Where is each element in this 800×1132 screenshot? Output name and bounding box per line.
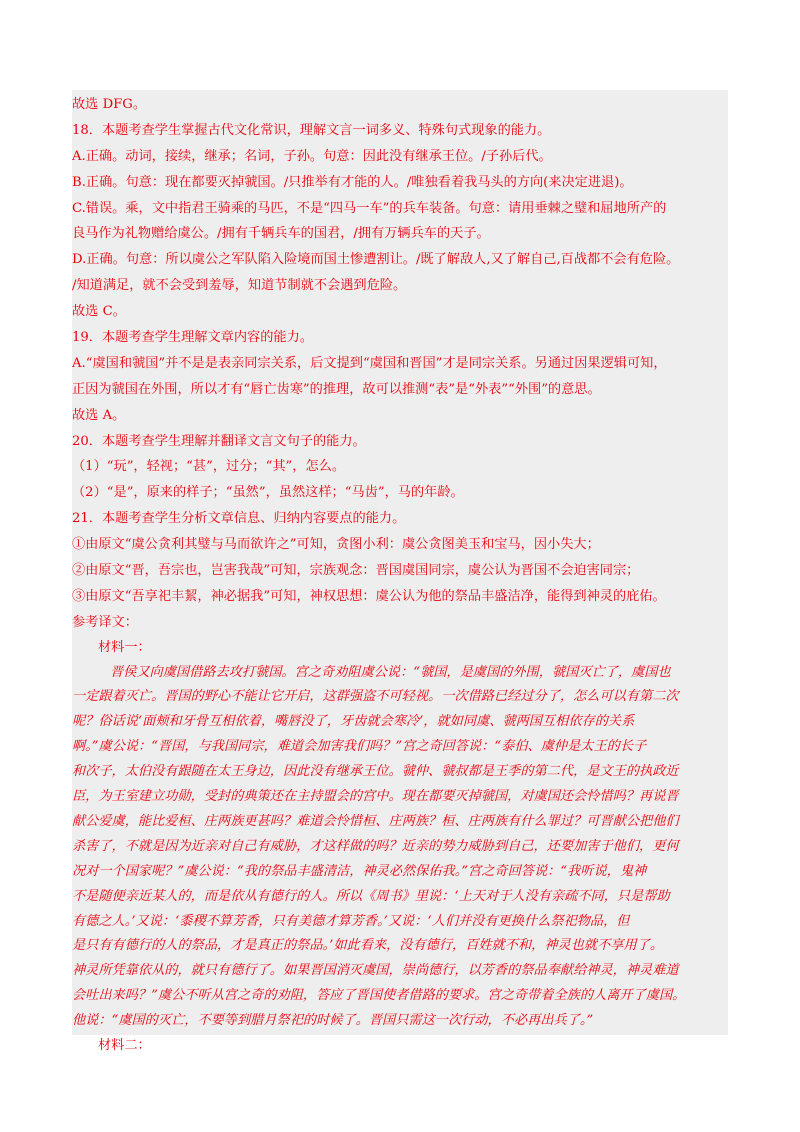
answer-document [72,92,726,1059]
text-line: A.“虞国和虢国”并不是是表亲同宗关系，后文提到“虞国和晋国”才是同宗关系。另通过因果逻辑可知， [72,355,667,371]
text-line: ②由原文“晋，吾宗也，岂害我哉”可知，宗族观念：晋国虞国同宗，虞公认为晋国不会迫害同宗； [72,563,640,579]
material-one-heading: 材料一： [98,639,151,655]
translation-line: 献公爱虞，能比爱桓、庄两族更甚吗？难道会怜惜桓、庄两族？桓、庄两族有什么罪过？可晋献公把他们 [72,813,679,829]
material-two-heading: 材料二： [98,1037,151,1053]
translation-line: 呢？俗话说‘面颊和牙骨互相依着，嘴唇没了，牙齿就会寒冷’，就如同虞、虢两国互相依存的关系 [72,714,635,730]
text-line: /知道满足，就不会受到羞辱，知道节制就不会遇到危险。 [72,278,407,294]
translation-line: 晋侯又向虞国借路去攻打虢国。宫之奇劝阻虞公说：“虢国，是虞国的外围，虢国灭亡了，虞国也 [110,664,671,680]
translation-line: 是只有有德行的人的祭品，才是真正的祭品。’如此看来，没有德行，百姓就不和，神灵也就不享用了。 [72,938,664,954]
translation-heading: 参考译文： [72,614,138,630]
translation-line: 啊。”虞公说：“晋国，与我国同宗，难道会加害我们吗？”宫之奇回答说：“泰伯、虞仲是太王的长子 [72,739,647,755]
text-line: （2）“是”，原来的样子；“虽然”，虽然这样；“马齿”，马的年龄。 [72,485,464,501]
question-heading-21: 21．本题考查学生分析文章信息、归纳内容要点的能力。 [72,511,406,527]
translation-line: 和次子，太伯没有跟随在太王身边，因此没有继承王位。虢仲、虢叔都是王季的第二代，是文王的执政近 [72,764,679,780]
text-line: D.正确。句意：所以虞公之军队陷入险境而国土惨遭割让。/既了解敌人,又了解自己,百战都不会有危险。 [72,252,680,268]
text-line: 良马作为礼物赠给虞公。/拥有千辆兵车的国君，/拥有万辆兵车的天子。 [72,226,490,242]
translation-line: 臣，为王室建立功勋，受封的典策还在主持盟会的宫中。现在都要灭掉虢国，对虞国还会怜惜吗？再说晋 [72,789,679,805]
translation-line: 有德之人。’又说：‘黍稷不算芳香，只有美德才算芳香。’又说：‘人们并没有更换什么祭祀物品，但 [72,913,630,929]
text-line: B.正确。句意：现在都要灭掉虢国。/只推举有才能的人。/唯独看着我马头的方向(来决定进退)。 [72,174,633,190]
text-line: ③由原文“吾享祀丰絜，神必据我”可知，神权思想：虞公认为他的祭品丰盛洁净，能得到神灵的庇佑。 [72,588,666,604]
text-line: 正因为虢国在外围，所以才有“唇亡齿寒”的推理，故可以推测“表”是“外表”“外围”的意思。 [72,381,601,397]
translation-line: 不是随便亲近某人的，而是依从有德行的人。所以《周书》里说：‘上天对于人没有亲疏不同，只是帮助 [72,888,670,904]
text-line: A.正确。动词，接续，继承；名词，子孙。句意：因此没有继承王位。/子孙后代。 [72,148,552,164]
translation-line: 会吐出来吗？”虞公不听从宫之奇的劝阻，答应了晋国使者借路的要求。宫之奇带着全族的人离开了虞国。 [72,988,686,1004]
question-heading-20: 20．本题考查学生理解并翻译文言文句子的能力。 [72,433,366,449]
question-heading-19: 19．本题考查学生理解文章内容的能力。 [72,330,313,346]
text-line: ①由原文“虞公贪利其璧与马而欲许之”可知，贪图小利：虞公贪图美玉和宝马，因小失大； [72,537,600,553]
translation-line: 他说：“虞国的灭亡，不要等到腊月祭祀的时候了。晋国只需这一次行动，不必再出兵了。” [72,1013,594,1029]
translation-line: 杀害了，不就是因为近亲对自己有威胁，才这样做的吗？近亲的势力威胁到自己，还要加害于他们，更何 [72,838,679,854]
text-line: C.错误。乘，文中指君王骑乘的马匹，不是“四马一车”的兵车装备。句意：请用垂棘之璧和屈地所产的 [72,200,667,216]
translation-line: 神灵所凭靠依从的，就只有德行了。如果晋国消灭虞国，崇尚德行，以芳香的祭品奉献给神灵，神灵难道 [72,963,679,979]
text-line: 故选 C。 [72,304,126,320]
question-heading-18: 18．本题考查学生掌握古代文化常识，理解文言一词多义、特殊句式现象的能力。 [72,122,551,138]
translation-line: 况对一个国家呢？”虞公说：“我的祭品丰盛清洁，神灵必然保佑我。”宫之奇回答说：“我听说，鬼神 [72,863,647,879]
text-line: （1）“玩”，轻视；“甚”，过分；“其”，怎么。 [72,459,346,475]
text-line: 故选 A。 [72,407,126,423]
text-line: 故选 DFG。 [72,97,147,112]
translation-line: 一定跟着灭亡。晋国的野心不能让它开启，这群强盗不可轻视。一次借路已经过分了，怎么可以有第二次 [72,689,679,705]
